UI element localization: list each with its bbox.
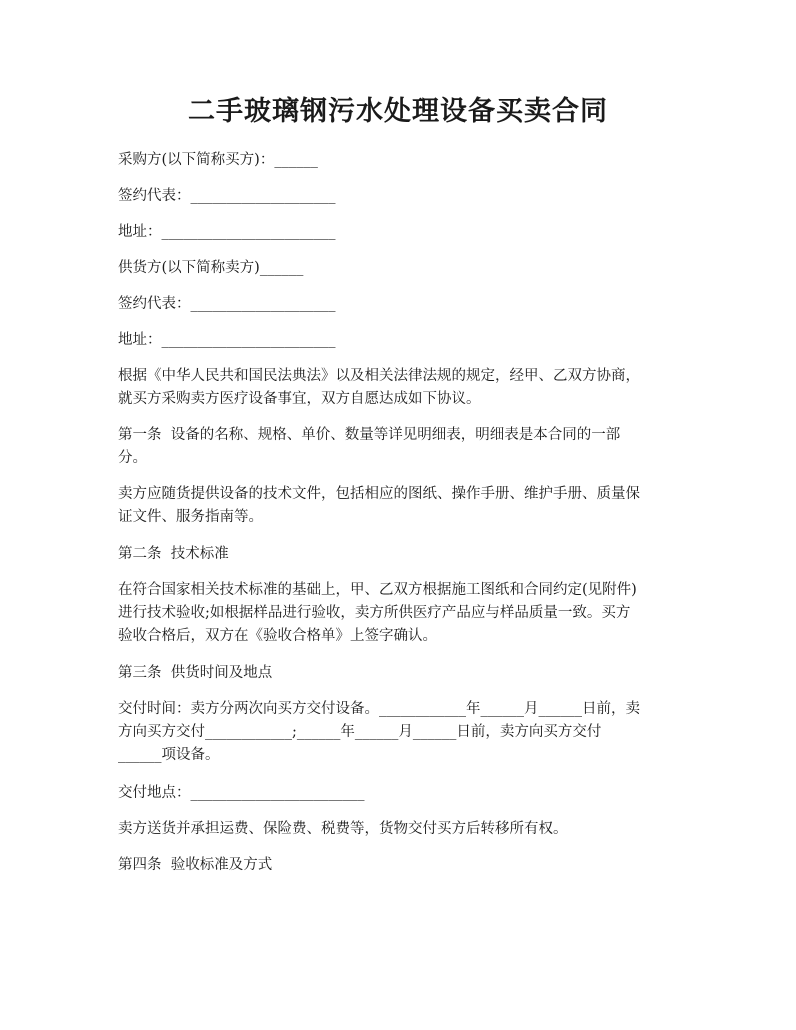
seller-line: 供货方(以下简称卖方)______ (118, 260, 304, 276)
technical-standard-paragraph: 在符合国家相关技术标准的基础上，甲、乙双方根据施工图纸和合同约定(见附件) 进行技术验收;如根据样品进行验收，卖方所供医疗产品应与样品质量一致。买方 验收合格后，双方在《验收合格单》上签字确认。 (118, 582, 637, 644)
article-1-paragraph: 第一条 设备的名称、规格、单价、数量等详见明细表，明细表是本合同的一部 分。 (118, 427, 621, 466)
buyer-representative-line: 签约代表：____________________ (118, 188, 336, 204)
article-3-heading: 第三条 供货时间及地点 (118, 665, 273, 681)
article-4-heading: 第四条 验收标准及方式 (118, 857, 273, 873)
preamble-paragraph: 根据《中华人民共和国民法典法》以及相关法律法规的规定，经甲、乙双方协商， 就买方采购卖方医疗设备事宜，双方自愿达成如下协议。 (118, 368, 640, 407)
seller-address-line: 地址：________________________ (118, 332, 336, 348)
delivery-place-line: 交付地点：________________________ (118, 785, 365, 801)
document-title: 二手玻璃钢污水处理设备买卖合同 (188, 96, 608, 127)
technical-documents-paragraph: 卖方应随货提供设备的技术文件，包括相应的图纸、操作手册、维护手册、质量保 证文件、服务指南等。 (118, 486, 640, 525)
buyer-line: 采购方(以下简称买方)：______ (118, 152, 318, 168)
delivery-time-paragraph: 交付时间：卖方分两次向买方交付设备。____________年______月______日前，卖 方向买方交付____________;______年______月______日前，卖方向买方交付 ______项设备。 (118, 701, 640, 763)
buyer-address-line: 地址：________________________ (118, 224, 336, 240)
seller-representative-line: 签约代表：____________________ (118, 296, 336, 312)
article-2-heading: 第二条 技术标准 (118, 546, 229, 562)
delivery-terms-paragraph: 卖方送货并承担运费、保险费、税费等，货物交付买方后转移所有权。 (118, 821, 568, 837)
